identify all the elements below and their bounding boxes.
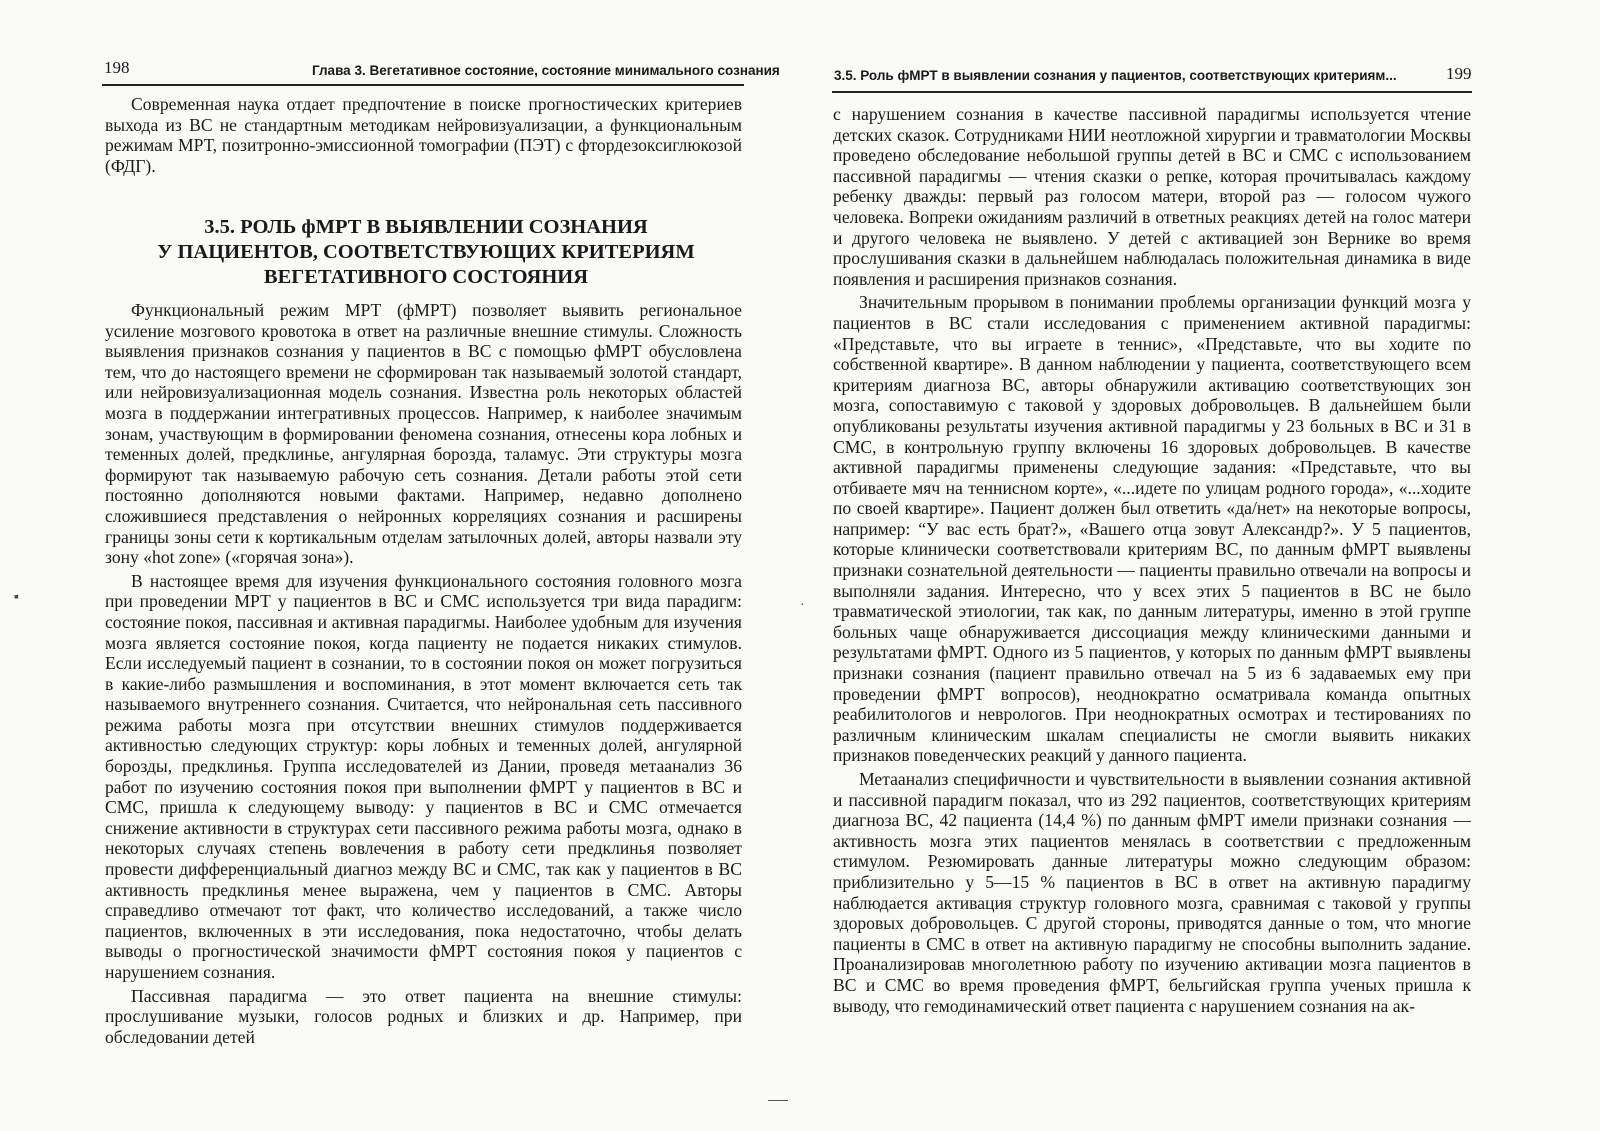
intro-paragraph: Современная наука отдает предпочтение в поиске прогностических критериев выхода из ВС не стандартным методикам нейровизуализации, а функциональным режимам МРТ, позитронно-эмиссионной томографии (ПЭТ) с фтордезоксиглюкозой (ФДГ). <box>105 94 742 176</box>
header-rule <box>102 84 744 86</box>
running-head: Глава 3. Вегетативное состояние, состояние минимального сознания <box>312 63 780 78</box>
intro-block <box>105 94 742 176</box>
section-heading-line-2: У ПАЦИЕНТОВ, СООТВЕТСТВУЮЩИХ КРИТЕРИЯМ <box>157 241 695 263</box>
running-head: 3.5. Роль фМРТ в выявлении сознания у пациентов, соответствующих критериям... <box>834 68 1397 83</box>
paragraph-2: В настоящее время для изучения функционального состояния головного мозга при проведении МРТ у пациентов в ВС и СМС используется три вида парадигм: состояние покоя, пассивная и активная парадигмы. Наиболее удобным для изучения мозга является состояние покоя, когда пациенту не подается никаких стимулов. Если исследуемый пациент в сознании, то в состоянии покоя он может погрузиться в какие-либо размышления и воспоминания, в этот момент включается сеть так называемого внутреннего сознания. Считается, что нейрональная сеть пассивного режима работы мозга при отсутствии внешних стимулов поддерживается активностью следующих структур: коры лобных и теменных долей, ангулярной борозды, предклинья. Группа исследователей из Дании, проведя метаанализ 36 работ по изучению состояния покоя при выполнении фМРТ у пациентов в ВС и СМС, пришла к следующему выводу: у пациентов в ВС и СМС отмечается снижение активности в структурах сети пассивного режима работы мозга, однако в некоторых случаях степень вовлечения в работу сети предклинья позволяет провести дифференциальный диагноз между ВС и СМС, так как у пациентов в ВС активность предклинья менее выражена, чем у пациентов в СМС. Авторы справедливо отмечают тот факт, что количество исследований, а также число пациентов, включенных в эти исследования, пока недостаточно, чтобы делать выводы о прогностической значимости фМРТ состояния покоя у пациентов с нарушением сознания. <box>105 570 742 982</box>
paragraph-1: с нарушением сознания в качестве пассивной парадигмы используется чтение детских сказок. Сотрудниками НИИ неотложной хирургии и травматологии Москвы проведено обследование небольшой группы детей в ВС и СМС с использованием пассивной парадигмы — чтения сказки о репке, которая прочитывалась каждому ребенку дважды: первый раз голосом матери, второй раз — голосом чужого человека. Вопреки ожиданиям различий в ответных реакциях детей на голос матери и другого человека не выявлено. У детей с активацией зон Вернике во время прослушивания сказки в дальнейшем наблюдалась положительная динамика в виде появления и расширения признаков сознания. <box>833 104 1471 289</box>
body-text <box>105 300 742 1047</box>
paragraph-2: Значительным прорывом в понимании проблемы организации функций мозга у пациентов в ВС стали исследования с применением активной парадигмы: «Представьте, что вы играете в теннис», «Представьте, что вы ходите по собственной квартире». В данном наблюдении у пациента, соответствующего всем критериям диагноза ВС, авторы обнаружили активацию соответствующих зон мозга, сопоставимую с таковой у здоровых добровольцев. В дальнейшем были опубликованы результаты изучения активной парадигмы у 23 больных в ВС и 31 в СМС, в контрольную группу включены 16 здоровых добровольцев. В качестве активной парадигмы применены следующие задания: «Представьте, что вы отбиваете мяч на теннисном корте», «...идете по улицам родного города», «...ходите по своей квартире». Пациент должен был ответить «да/нет» на некоторые вопросы, например: “У вас есть брат?», «Вашего отца зовут Александр?». У 5 пациентов, которые клинически соответствовали критериям ВС, по данным фМРТ выявлены признаки сознательной деятельности — пациенты правильно отвечали на вопросы и выполняли задания. Интересно, что у всех этих 5 пациентов в ВС не было травматической этиологии, так как, по данным литературы, именно в этой группе больных чаще обнаруживается диссоциация между клиническими данными и результатами фМРТ. Одного из 5 пациентов, у которых по данным фМРТ выявлены признаки сознания (пациент правильно отвечал на 5 из 6 задаваемых ему при проведении фМРТ вопросов), неоднократно осматривала команда опытных реабилитологов и неврологов. При неоднократных осмотрах и тестированиях по различным клиническим шкалам специалисты не смогли выявить никаких признаков поведенческих реакций у данного пациента. <box>833 292 1471 766</box>
body-text <box>833 104 1471 1016</box>
header-rule <box>832 91 1472 93</box>
section-heading-line-1: 3.5. РОЛЬ фМРТ В ВЫЯВЛЕНИИ СОЗНАНИЯ <box>204 216 648 238</box>
page-number: 199 <box>1446 64 1472 83</box>
right-page <box>800 0 1600 1131</box>
section-heading-line-3: ВЕГЕТАТИВНОГО СОСТОЯНИЯ <box>263 266 589 288</box>
gutter-dot: · <box>800 598 805 613</box>
scan-mark: ▪ <box>14 590 19 605</box>
section-heading <box>108 215 744 290</box>
paragraph-1: Функциональный режим МРТ (фМРТ) позволяет выявить региональное усиление мозгового кровотока в ответ на различные внешние стимулы. Сложность выявления признаков сознания у пациентов в ВС с помощью фМРТ обусловлена тем, что до настоящего времени не сформирован так называемый золотой стандарт, или нейровизуализационная модель сознания. Известна роль некоторых областей мозга в поддержании интегративных процессов. Например, к наиболее значимым зонам, участвующим в формировании феномена сознания, отнесены кора лобных и теменных долей, предклинье, ангулярная борозда, таламус. Эти структуры мозга формируют так называемую рабочую сеть сознания. Детали работы этой сети постоянно дополняются новыми фактами. Например, недавно дополнено сложившиеся представления о нейронных корреляциях сознания и расширены границы зоны сети к кортикальным отделам затылочных долей, авторы назвали эту зону «hot zone» («горячая зона»). <box>105 300 742 568</box>
paragraph-3: Пассивная парадигма — это ответ пациента на внешние стимулы: прослушивание музыки, голосов родных и близких и др. Например, при обследовании детей <box>105 985 742 1047</box>
page-number: 198 <box>104 58 130 77</box>
scan-mark-bottom <box>768 1100 788 1104</box>
paragraph-3: Метаанализ специфичности и чувствительности в выявлении сознания активной и пассивной парадигм показал, что из 292 пациентов, соответствующих критериям диагноза ВС, 42 пациента (14,4 %) по данным фМРТ имели признаки сознания — активность мозга этих пациентов менялась в соответствии с предложенным стимулом. Резюмировать данные литературы можно следующим образом: приблизительно у 5—15 % пациентов в ВС в ответ на активную парадигму наблюдается активация структур головного мозга, сравнимая с таковой у группы здоровых добровольцев. С другой стороны, приводятся данные о том, что многие пациенты в СМС в ответ на активную парадигму не способны выполнить задание. Проанализировав многолетнюю работу по изучению активации мозга пациентов в ВС и СМС во время проведения фМРТ, бельгийская группа ученых пришла к выводу, что гемодинамический ответ пациента с нарушением сознания на ак- <box>833 769 1471 1016</box>
